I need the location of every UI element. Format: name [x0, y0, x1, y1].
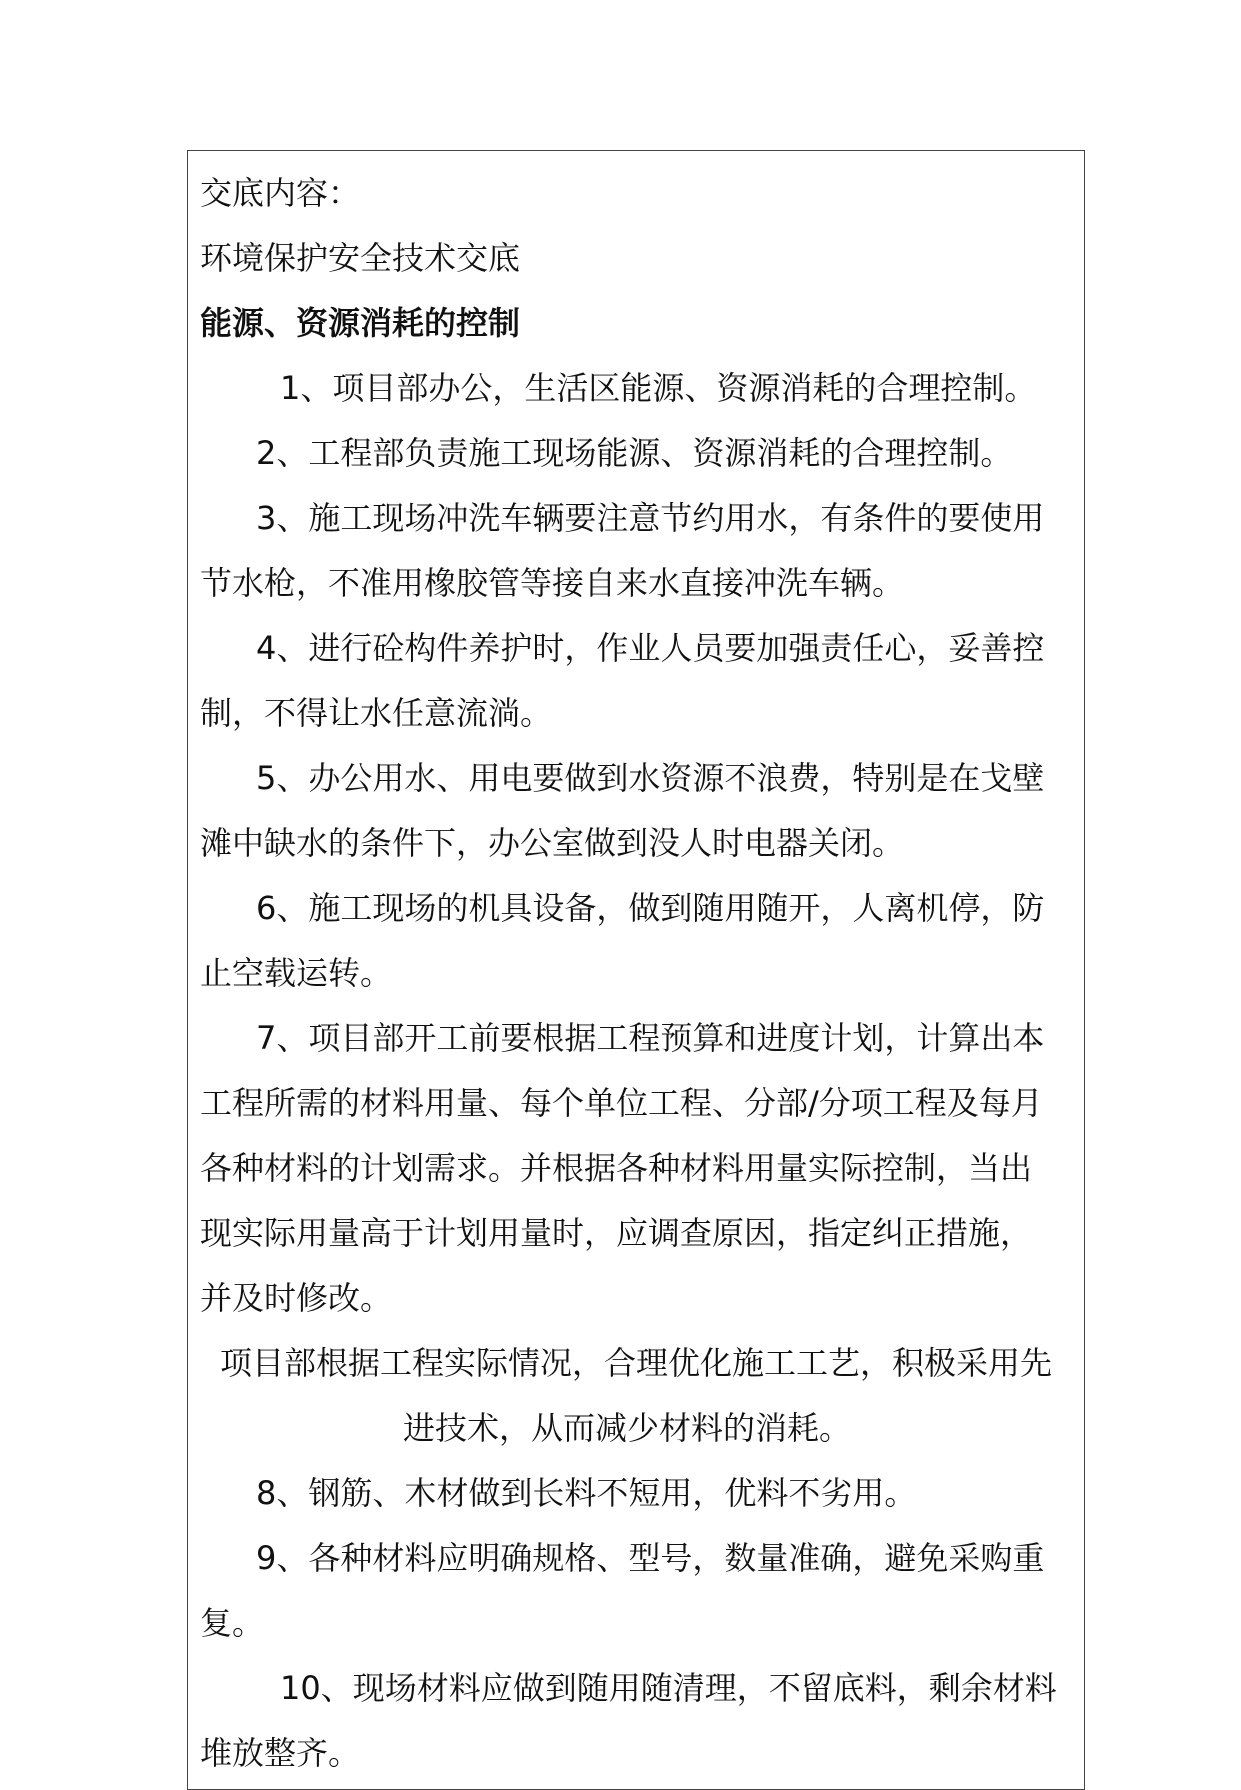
item-7-line-1: 7、项目部开工前要根据工程预算和进度计划，计算出本: [256, 1019, 1045, 1057]
item-7-line-3: 各种材料的计划需求。并根据各种材料用量实际控制，当出: [200, 1149, 1033, 1187]
optimization-line-1: 项目部根据工程实际情况，合理优化施工工艺，积极采用先: [219, 1344, 1052, 1382]
item-3-line-1: 3、施工现场冲洗车辆要注意节约用水，有条件的要使用: [256, 499, 1045, 537]
disclosure-content: [200, 161, 1072, 1786]
item-8-line: 8、钢筋、木材做到长料不短用，优料不劣用。: [256, 1474, 917, 1512]
item-5-line-2: 滩中缺水的条件下，办公室做到没人时电器关闭。: [200, 824, 905, 862]
item-4-line-1: 4、进行砼构件养护时，作业人员要加强责任心，妥善控: [256, 629, 1045, 667]
item-5-line-1: 5、办公用水、用电要做到水资源不浪费，特别是在戈壁: [256, 759, 1045, 797]
item-6-line-2: 止空载运转。: [200, 954, 393, 992]
item-9-line-2: 复。: [200, 1604, 265, 1642]
item-7-line-5: 并及时修改。: [200, 1279, 393, 1317]
item-7-line-4: 现实际用量高于计划用量时，应调查原因，指定纠正措施，: [200, 1214, 1033, 1252]
section-title: 能源、资源消耗的控制: [200, 304, 521, 342]
item-10-line-1: 10、现场材料应做到随用随清理，不留底料，剩余材料: [280, 1669, 1057, 1707]
optimization-line-2: 进技术，从而减少材料的消耗。: [403, 1409, 852, 1447]
disclosure-content-box: [187, 150, 1085, 1790]
item-7-line-2: 工程所需的材料用量、每个单位工程、分部/分项工程及每月: [200, 1084, 1043, 1122]
item-6-line-1: 6、施工现场的机具设备，做到随用随开，人离机停，防: [256, 889, 1045, 927]
content-heading-label: 交底内容：: [200, 174, 361, 212]
item-2-line: 2、工程部负责施工现场能源、资源消耗的合理控制。: [256, 434, 1013, 472]
item-9-line-1: 9、各种材料应明确规格、型号，数量准确，避免采购重: [256, 1539, 1045, 1577]
item-1-line: 1、项目部办公，生活区能源、资源消耗的合理控制。: [280, 369, 1037, 407]
item-10-line-2: 堆放整齐。: [200, 1734, 361, 1772]
item-3-line-2: 节水枪，不准用橡胶管等接自来水直接冲洗车辆。: [200, 564, 905, 602]
item-4-line-2: 制，不得让水任意流淌。: [200, 694, 553, 732]
disclosure-subject: 环境保护安全技术交底: [200, 239, 521, 277]
